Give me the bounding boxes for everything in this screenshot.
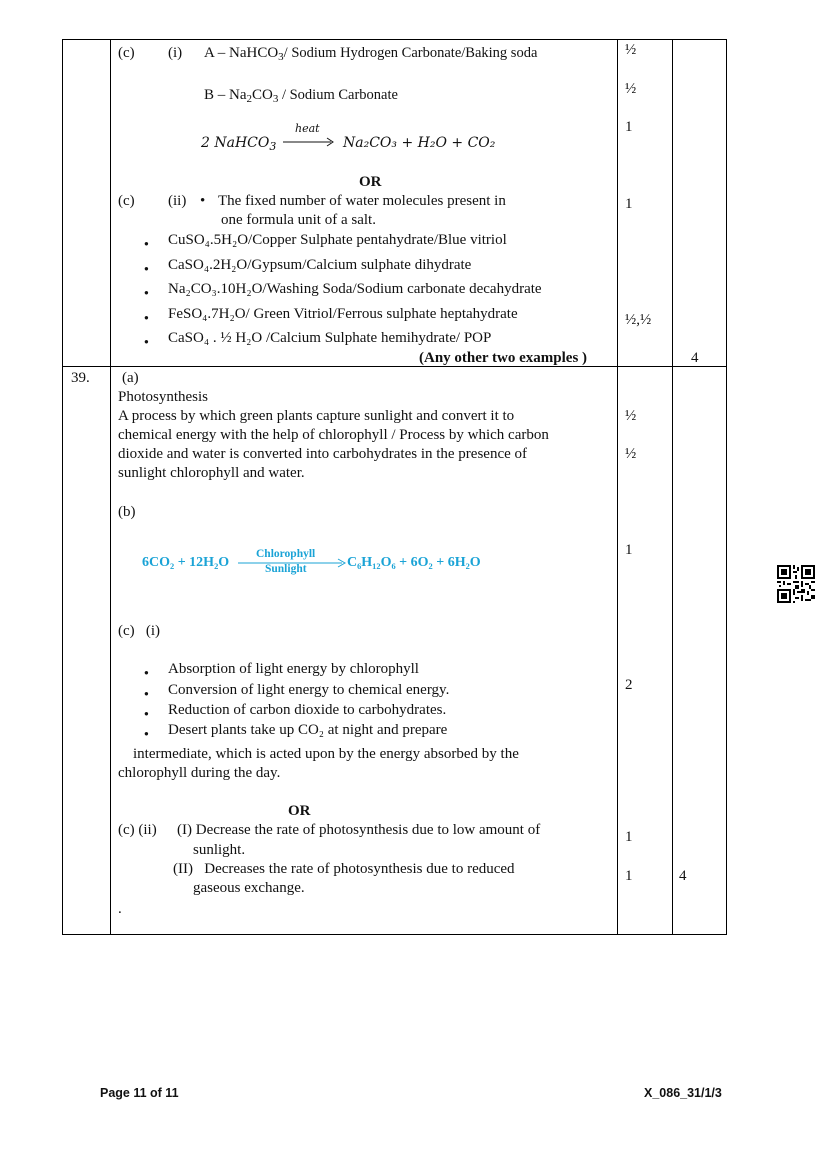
page-number: Page 11 of 11 [100,1086,179,1100]
part-a-line: chemical energy with the help of chlorophyll / Process by which carbon [118,427,549,443]
row1-c-label: (c) [118,45,135,61]
answer-a-suffix: / Sodium Hydrogen Carbonate/Baking soda [283,45,538,61]
mark: 2 [625,677,633,693]
example-item: ● FeSO₄.7H₂O/ Green Vitriol/Ferrous sulphate heptahydrate [168,305,518,323]
c-ii-bullet: • [200,193,206,209]
example-item: ● Na₂CO₃.10H₂O/Washing Soda/Sodium carbonate decahydrate [168,280,542,298]
mark: ½ [625,42,637,58]
answer-a-sub: 3 [278,51,284,63]
total-marks: 4 [691,350,699,366]
mark: ½ [625,408,637,424]
photosynthesis-condition: Sunlight [265,563,307,575]
answer-a [204,44,537,62]
part-a-line: sunlight chlorophyll and water. [118,465,305,481]
c-ii-point-I: (I) Decrease the rate of photosynthesis due to low amount of [177,822,541,838]
mark: 1 [625,542,633,558]
column-divider-1 [110,39,111,935]
or-separator-2: OR [288,803,311,819]
part-b-label: (b) [118,504,136,520]
mark: ½ [625,81,637,97]
equation-right: Na₂CO₃ + H₂O + CO₂ [343,135,496,151]
example-item: ● CaSO₄ . ½ H₂O /Calcium Sulphate hemihydrate/ POP [168,329,491,347]
c-ii-point-II-cont: gaseous exchange. [193,880,305,896]
row1-i-label: (i) [168,45,183,61]
mark: 1 [625,196,633,212]
c-ii-definition-line2: one formula unit of a salt. [221,212,376,228]
question-number: 39. [71,370,90,386]
total-marks: 4 [679,868,687,884]
mark: 1 [625,868,633,884]
c-ii-point-II: (II) Decreases the rate of photosynthesis due to reduced [173,861,515,877]
c-i-item: ● Absorption of light energy by chlorophyll [168,660,419,678]
part-a-line: A process by which green plants capture sunlight and convert it to [118,408,515,424]
example-item: ● CaSO₄.2H₂O/Gypsum/Calcium sulphate dihydrate [168,256,471,274]
equation-left-text: 2 NaHCO [201,135,270,151]
column-divider-2 [617,39,618,935]
c-i-continuation: chlorophyll during the day. [118,765,281,781]
answer-a-prefix: A – NaHCO [204,45,279,61]
table-border-top [62,39,727,40]
photosynthesis-catalyst: Chlorophyll [256,548,316,560]
part-c-ii-label: (c) (ii) [118,822,157,838]
answer-b-sub1: 2 [246,93,252,105]
c-i-item: ● Desert plants take up CO₂ at night and prepare [168,721,447,739]
equation-left [201,135,276,151]
c-i-continuation: intermediate, which is acted upon by the energy absorbed by the [133,746,519,762]
qr-code-icon [777,565,815,603]
answer-b [204,86,398,104]
c-i-item: ● Reduction of carbon dioxide to carbohydrates. [168,701,446,719]
equation-left-sub: 3 [269,140,277,153]
table-border-bottom [62,934,727,935]
table-border-left [62,39,63,935]
answer-b-sub2: 3 [272,93,279,105]
mark: ½ [625,446,637,462]
c-ii-definition-line1: The fixed number of water molecules present in [218,193,506,209]
answer-b-mid: CO [252,87,273,103]
row1-c-ii-c-label: (c) [118,193,135,209]
column-divider-3 [672,39,673,935]
answer-b-prefix: B – Na [204,87,247,103]
c-ii-point-I-cont: sunlight. [193,842,246,858]
or-separator-1: OR [359,174,382,190]
mark: 1 [625,829,633,845]
mark: ½,½ [625,312,652,328]
table-border-right [726,39,727,935]
part-a-title: Photosynthesis [118,389,209,405]
part-a-line: dioxide and water is converted into carbohydrates in the presence of [118,446,528,462]
example-item: ● CuSO₄.5H₂O/Copper Sulphate pentahydrate/Blue vitriol [168,231,507,249]
row1-c-ii-ii-label: (ii) [168,193,187,209]
row-divider [62,366,727,367]
equation-heat-label: heat [295,122,320,135]
any-other-examples-note: (Any other two examples ) [419,350,588,366]
answer-b-suffix: / Sodium Carbonate [278,87,398,103]
paper-code: X_086_31/1/3 [644,1086,722,1100]
c-i-item: ● Conversion of light energy to chemical energy. [168,681,449,699]
part-a-label: (a) [122,370,139,386]
equation-arrow-icon [283,137,335,147]
part-c-i-label: (c) (i) [118,623,161,639]
photosynthesis-products: C₆H₁₂O₆ + 6O₂ + 6H₂O [347,555,481,570]
mark: 1 [625,119,633,135]
trailing-dot: . [118,901,122,917]
photosynthesis-reactants: 6CO₂ + 12H₂O [142,555,230,570]
